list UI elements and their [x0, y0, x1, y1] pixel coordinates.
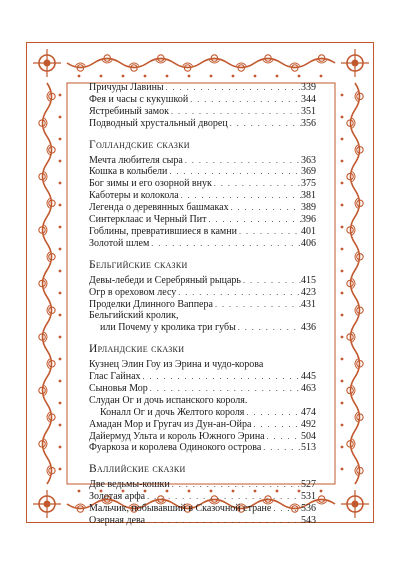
page-number: 339: [301, 82, 316, 93]
section-heading: Валлийские сказки: [89, 463, 186, 476]
page-number: 389: [301, 202, 316, 214]
toc-entry: [89, 166, 316, 178]
page-number: 375: [301, 178, 316, 190]
entry-title: Кузнец Элин Гоу из Эрина и чудо-корова: [89, 359, 264, 371]
page-number: 401: [301, 225, 316, 237]
border-dot: [59, 204, 62, 207]
toc-entry: [89, 106, 316, 118]
page-number: 396: [301, 214, 316, 226]
border-dot: [341, 468, 344, 471]
corner-cross: [341, 49, 369, 77]
leader-dots: [183, 155, 301, 167]
leader-dots: [229, 202, 301, 214]
entry-line: [89, 322, 316, 334]
page-number: 351: [301, 105, 316, 117]
border-dot: [341, 204, 344, 207]
leader-dots: [237, 226, 301, 238]
border-dot: [59, 94, 62, 97]
leader-dots: [149, 238, 301, 250]
leader-dots: [207, 214, 302, 226]
toc-section: [89, 82, 316, 130]
border-dot: [341, 248, 344, 251]
border-dot: [298, 75, 301, 78]
border-dot: [341, 292, 344, 295]
leader-dots: [241, 275, 301, 287]
page-number: 369: [301, 166, 316, 178]
entry-title: Девы-лебеди и Серебряный рыцарь: [89, 274, 241, 286]
entry-title: Дайермуд Ульта и король Южного Эрина: [89, 430, 265, 442]
entry-title: Кошка в колыбели: [89, 166, 168, 178]
border-dot: [59, 402, 62, 405]
border-dot: [59, 336, 62, 339]
page-number: 504: [301, 430, 316, 442]
leader-dots: [212, 178, 301, 190]
leader-dots: [265, 431, 301, 443]
leader-dots: [145, 515, 301, 527]
leader-dots: [188, 94, 301, 106]
entry-title: Мечта любителя сыра: [89, 154, 183, 166]
border-dot: [59, 380, 62, 383]
leader-dots: [170, 479, 301, 491]
entry-line: [89, 407, 316, 419]
border-dot: [341, 336, 344, 339]
border-dot: [100, 75, 103, 78]
page-number: 513: [301, 442, 316, 454]
toc-entry: [89, 238, 316, 250]
border-dot: [341, 358, 344, 361]
toc-entry: [89, 82, 316, 94]
toc-section: [89, 260, 316, 334]
border-dot: [59, 468, 62, 471]
toc-entry: [89, 118, 316, 130]
entry-title: Проделки Длинного Ваппера: [89, 298, 213, 310]
border-dot: [320, 490, 323, 493]
toc-entry: [89, 395, 316, 419]
border-dot: [341, 270, 344, 273]
toc-entry: [89, 359, 316, 383]
leader-dots: [176, 287, 301, 299]
border-dot: [122, 75, 125, 78]
entry-title: Амадан Мор и Гругач из Дун-ан-Ойра: [89, 418, 252, 430]
entry-title-continued: Коналл Ог и дочь Желтого короля: [100, 406, 245, 418]
leader-dots: [148, 383, 301, 395]
page-number: 492: [301, 418, 316, 430]
entry-title: Причуды Лавины: [89, 82, 164, 93]
leader-dots: [271, 503, 301, 515]
toc-entry: [89, 383, 316, 395]
border-dot: [210, 75, 213, 78]
page-number: 431: [301, 298, 316, 310]
corner-cross: [33, 490, 61, 518]
border-dot: [59, 182, 62, 185]
toc-entry: [89, 515, 316, 527]
leader-dots: [261, 442, 301, 454]
border-dot: [144, 75, 147, 78]
border-dot: [78, 490, 81, 493]
leader-dots: [251, 419, 301, 431]
entry-title: Золотая арфа: [89, 491, 146, 503]
border-dot: [320, 75, 323, 78]
entry-title: Огр в ореховом лесу: [89, 286, 177, 298]
border-dot: [59, 116, 62, 119]
toc-entry: [89, 479, 316, 491]
border-dot: [78, 75, 81, 78]
entry-title: Золотой шлем: [89, 237, 150, 249]
toc-entry: [89, 442, 316, 454]
entry-title: Бельгийский кролик,: [89, 310, 179, 322]
page-number: 436: [301, 322, 316, 334]
border-dot: [276, 75, 279, 78]
toc-entry: [89, 503, 316, 515]
leader-dots: [213, 299, 301, 311]
section-heading: Ирландские сказки: [89, 343, 185, 356]
corner-cross: [341, 490, 369, 518]
page-number: 356: [301, 117, 316, 129]
border-dot: [59, 314, 62, 317]
leader-dots: [236, 322, 301, 334]
toc-entry: [89, 202, 316, 214]
border-dot: [341, 446, 344, 449]
toc-entry: [89, 431, 316, 443]
toc-entry: [89, 287, 316, 299]
border-dot: [232, 75, 235, 78]
entry-title: Фея и часы с кукушкой: [89, 93, 189, 105]
entry-title: Слудан Ог и дочь испанского короля.: [89, 394, 248, 406]
page-number: 543: [301, 515, 316, 526]
toc-entry: [89, 419, 316, 431]
entry-title: Озерная дева: [89, 515, 146, 526]
border-dot: [59, 160, 62, 163]
border-dot: [59, 226, 62, 229]
toc-section: [89, 140, 316, 250]
entry-title: Бог зимы и его озорной внук: [89, 178, 212, 190]
section-heading: Бельгийские сказки: [89, 258, 188, 271]
border-dot: [341, 314, 344, 317]
table-of-contents: [89, 82, 316, 527]
border-dot: [59, 270, 62, 273]
border-dot: [59, 424, 62, 427]
toc-entry: [89, 275, 316, 287]
leader-dots: [179, 190, 301, 202]
toc-entry: [89, 226, 316, 238]
entry-title-continued: Глас Гайнах: [89, 371, 141, 383]
leader-dots: [164, 82, 301, 94]
border-dot: [59, 292, 62, 295]
page-number: 423: [301, 286, 316, 298]
toc-section: [89, 344, 316, 454]
border-dot: [341, 116, 344, 119]
entry-title: Гоблины, превратившиеся в камни: [89, 225, 237, 237]
entry-title-continued: или Почему у кролика три губы: [100, 322, 236, 334]
toc-section: [89, 464, 316, 527]
toc-entry: [89, 310, 316, 334]
leader-dots: [141, 371, 301, 383]
border-dot: [188, 75, 191, 78]
page-number: 536: [301, 503, 316, 515]
border-dot: [341, 94, 344, 97]
page-number: 527: [301, 479, 316, 491]
border-dot: [341, 226, 344, 229]
page-number: 531: [301, 491, 316, 503]
leader-dots: [167, 166, 301, 178]
toc-entry: [89, 94, 316, 106]
border-dot: [59, 446, 62, 449]
toc-entry: [89, 299, 316, 311]
leader-dots: [228, 118, 301, 130]
toc-entry: [89, 214, 316, 226]
toc-entry: [89, 178, 316, 190]
page-number: 363: [301, 154, 316, 166]
entry-title: Легенда о деревянных башмаках: [89, 202, 229, 214]
page-number: 344: [301, 93, 316, 105]
border-dot: [341, 182, 344, 185]
entry-title: Синтерклаас и Черный Пит: [89, 214, 207, 226]
toc-entry: [89, 491, 316, 503]
page-number: 381: [301, 190, 316, 202]
entry-title: Фуаркоза и королева Одинокого острова: [89, 442, 262, 454]
section-heading: Голландские сказки: [89, 138, 190, 151]
border-dot: [254, 75, 257, 78]
page-number: 406: [301, 237, 316, 249]
border-dot: [341, 424, 344, 427]
entry-title: Сыновья Мор: [89, 382, 148, 394]
corner-cross: [33, 49, 61, 77]
leader-dots: [145, 491, 301, 503]
border-dot: [341, 160, 344, 163]
border-dot: [341, 402, 344, 405]
entry-title: Две ведьмы-кошки: [89, 479, 170, 491]
border-dot: [341, 138, 344, 141]
entry-title: Мальчик, побывавший в Сказочной стране: [89, 503, 272, 515]
toc-entry: [89, 155, 316, 167]
leader-dots: [244, 407, 301, 419]
leader-dots: [169, 106, 301, 118]
border-dot: [166, 75, 169, 78]
toc-entry: [89, 190, 316, 202]
page-number: 463: [301, 382, 316, 394]
border-dot: [59, 248, 62, 251]
page-number: 445: [301, 371, 316, 383]
entry-line: [89, 371, 316, 383]
entry-title: Подводный хрустальный дворец: [89, 117, 228, 129]
border-dot: [59, 358, 62, 361]
border-dot: [59, 138, 62, 141]
page-number: 474: [301, 406, 316, 418]
entry-title: Каботеры и колокола: [89, 190, 179, 202]
page-number: 415: [301, 274, 316, 286]
border-dot: [341, 380, 344, 383]
entry-title: Ястребиный замок: [89, 105, 169, 117]
